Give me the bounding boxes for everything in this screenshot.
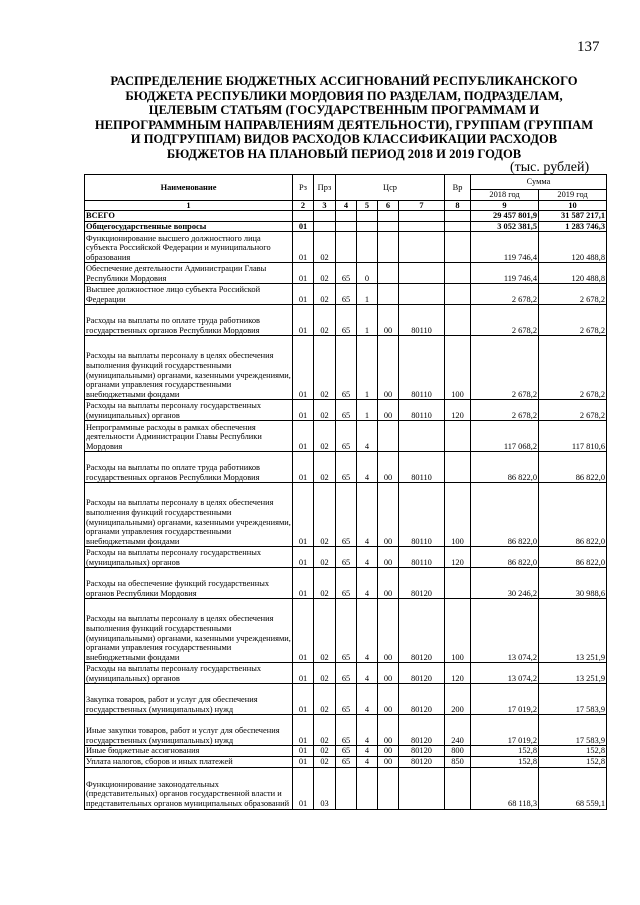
row-sum-2019: 2 678,2 [539,336,607,400]
row-vr [445,284,471,305]
row-csr-main [378,221,399,232]
row-name: Расходы на выплаты персоналу в целях обеспечения выполнения функций государственными (муниципальными) органами, казенными учреждениями, органами управления государственными внебюджетными фондами [85,599,293,663]
row-vr: 240 [445,715,471,746]
row-rz: 01 [293,421,314,452]
row-csr-program: 65 [336,568,357,599]
row-prz: 02 [314,336,336,400]
row-sum-2018: 152,8 [471,756,539,767]
row-csr-main: 00 [378,483,399,547]
row-sum-2018: 86 822,0 [471,483,539,547]
row-prz: 02 [314,684,336,715]
row-rz: 01 [293,284,314,305]
row-csr-main: 00 [378,663,399,684]
row-sum-2018: 2 678,2 [471,284,539,305]
row-sum-2018: 68 118,3 [471,767,539,809]
row-csr-subprogram: 4 [357,715,378,746]
row-csr-program: 65 [336,400,357,421]
row-csr-subprogram: 1 [357,400,378,421]
row-sum-2018: 3 052 381,5 [471,221,539,232]
title-line: И ПОДГРУППАМ) ВИДОВ РАСХОДОВ КЛАССИФИКАЦИИ РАСХОДОВ [130,132,558,147]
row-sum-2018: 2 678,2 [471,305,539,336]
row-vr: 100 [445,599,471,663]
row-name: Иные закупки товаров, работ и услуг для обеспечения государственных (муниципальных) нужд [85,715,293,746]
budget-table [84,174,607,810]
table-row [85,715,607,746]
row-name: Расходы на выплаты персоналу государственных (муниципальных) органов [85,400,293,421]
row-prz: 02 [314,263,336,284]
table-row [85,211,607,222]
row-csr-direction: 80110 [399,452,445,483]
row-sum-2019: 13 251,9 [539,599,607,663]
row-rz: 01 [293,232,314,263]
table-row [85,599,607,663]
table-row [85,284,607,305]
row-rz: 01 [293,715,314,746]
row-csr-main [378,284,399,305]
row-csr-subprogram: 4 [357,452,378,483]
row-csr-direction: 80120 [399,599,445,663]
row-rz: 01 [293,746,314,757]
row-rz: 01 [293,400,314,421]
row-csr-subprogram: 4 [357,421,378,452]
header-year-2019: 2019 год [539,190,607,201]
row-rz: 01 [293,483,314,547]
row-vr: 120 [445,400,471,421]
row-csr-main: 00 [378,756,399,767]
title-line: ЦЕЛЕВЫМ СТАТЬЯМ (ГОСУДАРСТВЕННЫМ ПРОГРАММАМ И [148,103,540,118]
table-row [85,547,607,568]
row-csr-direction: 80120 [399,756,445,767]
row-csr-main: 00 [378,305,399,336]
row-sum-2019: 120 488,8 [539,263,607,284]
row-csr-direction [399,232,445,263]
column-number: 7 [399,200,445,211]
row-csr-direction: 80110 [399,400,445,421]
row-csr-subprogram: 4 [357,684,378,715]
row-sum-2019: 68 559,1 [539,767,607,809]
row-csr-main [378,263,399,284]
row-prz: 02 [314,568,336,599]
row-csr-subprogram: 0 [357,263,378,284]
row-vr [445,305,471,336]
table-row [85,746,607,757]
row-sum-2019: 120 488,8 [539,232,607,263]
row-csr-program [336,211,357,222]
row-name: Высшее должностное лицо субъекта Российской Федерации [85,284,293,305]
table-row [85,568,607,599]
header-year-2018: 2018 год [471,190,539,201]
row-rz: 01 [293,221,314,232]
row-sum-2018: 2 678,2 [471,336,539,400]
title-line: РАСПРЕДЕЛЕНИЕ БЮДЖЕТНЫХ АССИГНОВАНИЙ РЕСПУБЛИКАНСКОГО [110,74,578,88]
table-row [85,684,607,715]
row-prz: 02 [314,547,336,568]
row-csr-direction: 80110 [399,483,445,547]
row-csr-program: 65 [336,305,357,336]
row-sum-2018: 29 457 801,9 [471,211,539,222]
document-title [84,74,604,162]
table-row [85,336,607,400]
row-sum-2018: 17 019,2 [471,715,539,746]
row-rz: 01 [293,547,314,568]
row-vr [445,767,471,809]
row-sum-2018: 119 746,4 [471,232,539,263]
row-csr-direction: 80120 [399,746,445,757]
row-prz: 02 [314,284,336,305]
row-rz: 01 [293,452,314,483]
header-name: Наименование [85,175,293,201]
row-csr-subprogram: 4 [357,547,378,568]
row-csr-main: 00 [378,684,399,715]
row-csr-subprogram: 4 [357,663,378,684]
row-csr-subprogram: 4 [357,568,378,599]
row-name: Функционирование высшего должностного лица субъекта Российской Федерации и муниципального образования [85,232,293,263]
row-csr-subprogram [357,221,378,232]
row-prz [314,221,336,232]
row-sum-2019: 17 583,9 [539,715,607,746]
row-vr: 850 [445,756,471,767]
table-row [85,221,607,232]
row-prz: 02 [314,305,336,336]
row-csr-main: 00 [378,746,399,757]
row-csr-direction [399,263,445,284]
table-row [85,767,607,809]
row-csr-program: 65 [336,263,357,284]
row-vr: 100 [445,483,471,547]
row-prz: 02 [314,400,336,421]
row-csr-program: 65 [336,756,357,767]
title-line: БЮДЖЕТОВ НА ПЛАНОВЫЙ ПЕРИОД 2018 И 2019 ГОДОВ [166,146,522,161]
row-sum-2018: 30 246,2 [471,568,539,599]
row-csr-main: 00 [378,715,399,746]
row-csr-program [336,767,357,809]
row-csr-subprogram [357,232,378,263]
row-sum-2019: 31 587 217,1 [539,211,607,222]
title-line: БЮДЖЕТА РЕСПУБЛИКИ МОРДОВИЯ ПО РАЗДЕЛАМ, ПОДРАЗДЕЛАМ, [125,88,563,103]
row-csr-direction [399,211,445,222]
row-name: Расходы на обеспечение функций государственных органов Республики Мордовия [85,568,293,599]
row-csr-program: 65 [336,715,357,746]
row-csr-direction [399,767,445,809]
row-prz: 02 [314,715,336,746]
row-prz [314,211,336,222]
row-sum-2018: 2 678,2 [471,400,539,421]
column-number: 6 [378,200,399,211]
row-name: Функционирование законодательных (представительных) органов государственной власти и представительных органов муниципальных образований [85,767,293,809]
units-label: (тыс. рублей) [510,160,590,175]
table-row [85,421,607,452]
row-csr-program: 65 [336,547,357,568]
header-rz: Рз [293,175,314,201]
row-sum-2018: 117 068,2 [471,421,539,452]
row-csr-main [378,767,399,809]
row-sum-2019: 2 678,2 [539,284,607,305]
row-vr [445,221,471,232]
row-csr-subprogram: 4 [357,746,378,757]
row-csr-program: 65 [336,599,357,663]
row-csr-direction: 80110 [399,305,445,336]
row-sum-2019: 86 822,0 [539,452,607,483]
row-csr-subprogram: 4 [357,599,378,663]
row-sum-2018: 13 074,2 [471,599,539,663]
row-rz: 01 [293,305,314,336]
column-number: 1 [85,200,293,211]
row-csr-main: 00 [378,547,399,568]
row-name: Закупка товаров, работ и услуг для обеспечения государственных (муниципальных) нужд [85,684,293,715]
row-csr-main: 00 [378,568,399,599]
row-sum-2019: 30 988,6 [539,568,607,599]
row-sum-2018: 13 074,2 [471,663,539,684]
row-csr-subprogram [357,211,378,222]
row-rz: 01 [293,599,314,663]
row-csr-subprogram: 1 [357,284,378,305]
row-csr-main: 00 [378,452,399,483]
table-body [85,211,607,809]
row-csr-direction: 80120 [399,684,445,715]
column-number: 3 [314,200,336,211]
row-csr-program: 65 [336,421,357,452]
row-rz: 01 [293,568,314,599]
row-csr-program: 65 [336,746,357,757]
row-name: Иные бюджетные ассигнования [85,746,293,757]
row-prz: 02 [314,599,336,663]
column-number: 8 [445,200,471,211]
row-sum-2019: 13 251,9 [539,663,607,684]
row-sum-2019: 86 822,0 [539,483,607,547]
row-csr-direction: 80120 [399,715,445,746]
row-vr: 120 [445,547,471,568]
row-name: Обеспечение деятельности Администрации Главы Республики Мордовия [85,263,293,284]
row-vr [445,263,471,284]
row-name: Расходы на выплаты персоналу в целях обеспечения выполнения функций государственными (муниципальными) органами, казенными учреждениями, органами управления государственными внебюджетными фондами [85,336,293,400]
row-rz: 01 [293,684,314,715]
row-name: Расходы на выплаты персоналу государственных (муниципальных) органов [85,547,293,568]
row-rz [293,211,314,222]
row-prz: 02 [314,663,336,684]
column-number: 5 [357,200,378,211]
row-sum-2018: 152,8 [471,746,539,757]
row-csr-direction [399,221,445,232]
row-sum-2018: 86 822,0 [471,452,539,483]
row-sum-2019: 2 678,2 [539,400,607,421]
row-sum-2019: 2 678,2 [539,305,607,336]
row-rz: 01 [293,663,314,684]
row-name: Общегосударственные вопросы [85,221,293,232]
row-name: Расходы на выплаты по оплате труда работников государственных органов Республики Мордовия [85,452,293,483]
table-row [85,400,607,421]
row-name: Уплата налогов, сборов и иных платежей [85,756,293,767]
page-number: 137 [577,39,600,55]
row-csr-program: 65 [336,452,357,483]
row-sum-2019: 86 822,0 [539,547,607,568]
row-csr-subprogram [357,767,378,809]
row-sum-2019: 117 810,6 [539,421,607,452]
row-csr-direction: 80120 [399,568,445,599]
column-number: 4 [336,200,357,211]
row-rz: 01 [293,756,314,767]
row-csr-program: 65 [336,284,357,305]
title-line: НЕПРОГРАММНЫМ НАПРАВЛЕНИЯМ ДЕЯТЕЛЬНОСТИ), ГРУППАМ (ГРУППАМ [94,117,594,132]
header-prz: Прз [314,175,336,201]
row-vr [445,568,471,599]
row-vr [445,421,471,452]
row-sum-2019: 152,8 [539,746,607,757]
table-row [85,305,607,336]
row-csr-direction [399,284,445,305]
row-csr-direction [399,421,445,452]
row-vr [445,452,471,483]
row-prz: 02 [314,452,336,483]
row-vr: 120 [445,663,471,684]
table-row [85,452,607,483]
row-csr-subprogram: 1 [357,305,378,336]
row-csr-program: 65 [336,483,357,547]
table-row [85,663,607,684]
row-csr-program: 65 [336,663,357,684]
row-prz: 02 [314,483,336,547]
row-csr-subprogram: 4 [357,756,378,767]
row-csr-direction: 80110 [399,547,445,568]
row-vr: 100 [445,336,471,400]
row-vr: 800 [445,746,471,757]
row-csr-direction: 80110 [399,336,445,400]
header-csr: Цср [336,175,445,201]
row-rz: 01 [293,767,314,809]
row-rz: 01 [293,336,314,400]
row-csr-main: 00 [378,599,399,663]
row-csr-main [378,421,399,452]
header-vr: Вр [445,175,471,201]
column-number: 2 [293,200,314,211]
row-csr-main: 00 [378,336,399,400]
row-sum-2018: 119 746,4 [471,263,539,284]
row-csr-subprogram: 4 [357,483,378,547]
column-number: 10 [539,200,607,211]
row-csr-program [336,232,357,263]
row-sum-2019: 17 583,9 [539,684,607,715]
column-number: 9 [471,200,539,211]
row-name: ВСЕГО [85,211,293,222]
row-csr-subprogram: 1 [357,336,378,400]
header-sum: Сумма [471,175,607,190]
table-row [85,263,607,284]
row-vr [445,232,471,263]
row-rz: 01 [293,263,314,284]
row-csr-main [378,211,399,222]
row-csr-program: 65 [336,336,357,400]
row-name: Расходы на выплаты персоналу в целях обеспечения выполнения функций государственными (муниципальными) органами, казенными учреждениями, органами управления государственными внебюджетными фондами [85,483,293,547]
table-row [85,483,607,547]
table-row [85,756,607,767]
row-vr [445,211,471,222]
row-csr-direction: 80120 [399,663,445,684]
row-prz: 02 [314,746,336,757]
row-sum-2019: 152,8 [539,756,607,767]
row-sum-2018: 86 822,0 [471,547,539,568]
row-sum-2019: 1 283 746,3 [539,221,607,232]
table-row [85,232,607,263]
row-csr-program: 65 [336,684,357,715]
row-name: Расходы на выплаты персоналу государственных (муниципальных) органов [85,663,293,684]
row-prz: 02 [314,421,336,452]
row-prz: 02 [314,232,336,263]
row-prz: 02 [314,756,336,767]
row-name: Расходы на выплаты по оплате труда работников государственных органов Республики Мордовия [85,305,293,336]
row-csr-main [378,232,399,263]
row-sum-2018: 17 019,2 [471,684,539,715]
row-name: Непрограммные расходы в рамках обеспечения деятельности Администрации Главы Республики Мордовия [85,421,293,452]
row-vr: 200 [445,684,471,715]
row-prz: 03 [314,767,336,809]
row-csr-main: 00 [378,400,399,421]
row-csr-program [336,221,357,232]
